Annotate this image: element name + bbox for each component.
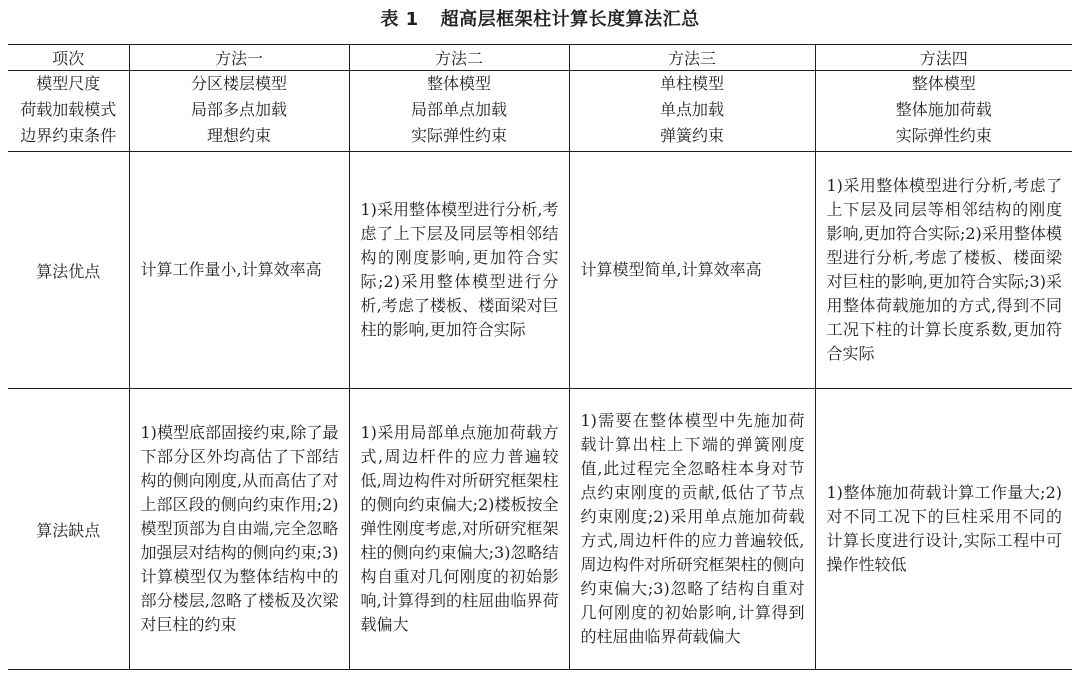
table-caption [0, 0, 1080, 44]
table-cell: 计算工作量小,计算效率高 [129, 152, 349, 389]
table-cell: 1)整体施加荷载计算工作量大;2)对不同工况下的巨柱采用不同的计算长度进行设计,实际工程中可操作性较低 [815, 389, 1072, 670]
table-cell: 分区楼层模型 [129, 71, 349, 98]
table-cell: 理想约束 [129, 123, 349, 152]
table-cell: 1)采用整体模型进行分析,考虑了上下层及同层等相邻结构的刚度影响,更加符合实际;2)采用整体模型进行分析,考虑了楼板、楼面梁对巨柱的影响,更加符合实际 [349, 152, 569, 389]
header-method-3: 方法三 [569, 45, 815, 71]
row-label: 边界约束条件 [20, 126, 117, 145]
header-method-4: 方法四 [815, 45, 1072, 71]
algorithm-summary-table [8, 44, 1072, 670]
row-label: 算法缺点 [8, 389, 129, 670]
row-label: 模型尺度 [36, 74, 101, 93]
table-number: 表 1 [380, 9, 419, 30]
row-disadvantages [8, 389, 1072, 670]
table-cell: 实际弹性约束 [349, 123, 569, 152]
table-cell: 局部单点加载 [349, 97, 569, 123]
table-cell: 整体模型 [815, 71, 1072, 98]
row-label: 算法优点 [8, 152, 129, 389]
table-cell: 1)采用整体模型进行分析,考虑了上下层及同层等相邻结构的刚度影响,更加符合实际;2)采用整体模型进行分析,考虑了楼板、楼面梁对巨柱的影响,更加符合实际;3)采用整体荷载施加的方式,得到不同工况下柱的计算长度系数,更加符合实际 [815, 152, 1072, 389]
header-method-2: 方法二 [349, 45, 569, 71]
row-boundary-condition [8, 123, 1072, 152]
table-cell: 整体施加荷载 [815, 97, 1072, 123]
table-title: 超高层框架柱计算长度算法汇总 [440, 9, 700, 30]
header-row [8, 45, 1072, 71]
table-cell: 1)模型底部固接约束,除了最下部分区外均高估了下部结构的侧向刚度,从而高估了对上部区段的侧向约束作用;2)模型顶部为自由端,完全忽略加强层对结构的侧向约束;3)计算模型仅为整体结构中的部分楼层,忽略了楼板及次梁对巨柱的约束 [129, 389, 349, 670]
header-item: 项次 [8, 45, 129, 71]
row-model-scale [8, 71, 1072, 98]
table-cell: 局部多点加载 [129, 97, 349, 123]
table-cell: 整体模型 [349, 71, 569, 98]
table-cell: 实际弹性约束 [815, 123, 1072, 152]
table-cell: 单点加载 [569, 97, 815, 123]
table-cell: 弹簧约束 [569, 123, 815, 152]
row-advantages [8, 152, 1072, 389]
table-cell: 1)采用局部单点施加荷载方式,周边杆件的应力普遍较低,周边构件对所研究框架柱的侧向约束偏大;2)楼板按全弹性刚度考虑,对所研究框架柱的侧向约束偏大;3)忽略结构自重对几何刚度的初始影响,计算得到的柱屈曲临界荷载偏大 [349, 389, 569, 670]
table-cell: 1)需要在整体模型中先施加荷载计算出柱上下端的弹簧刚度值,此过程完全忽略柱本身对节点约束刚度的贡献,低估了节点约束刚度;2)采用单点施加荷载方式,周边杆件的应力普遍较低,周边构件对所研究框架柱的侧向约束偏大;3)忽略了结构自重对几何刚度的初始影响,计算得到的柱屈曲临界荷载偏大 [569, 389, 815, 670]
row-label: 荷载加载模式 [20, 100, 117, 119]
row-load-mode [8, 97, 1072, 123]
table-cell: 单柱模型 [569, 71, 815, 98]
header-method-1: 方法一 [129, 45, 349, 71]
table-cell: 计算模型简单,计算效率高 [569, 152, 815, 389]
